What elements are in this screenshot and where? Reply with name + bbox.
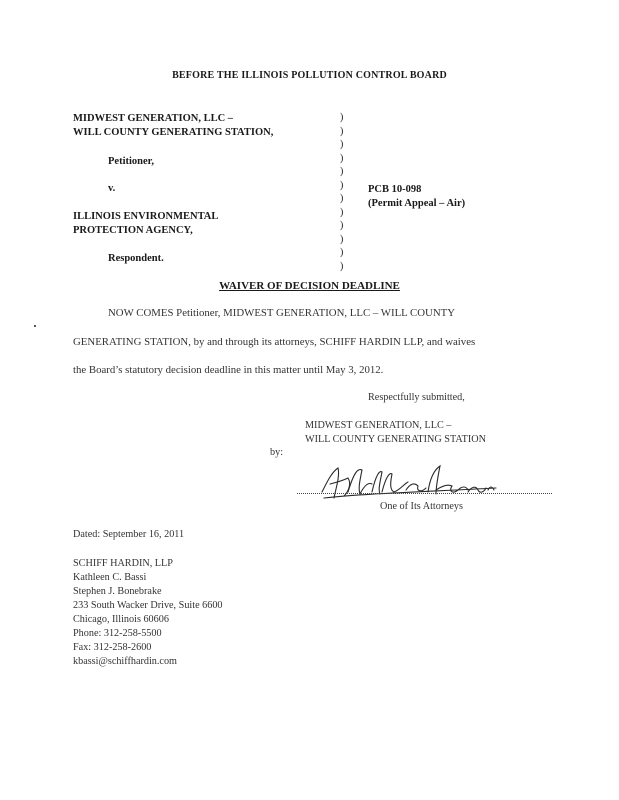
paren: ) bbox=[340, 247, 344, 258]
paren: ) bbox=[340, 179, 344, 191]
body-line-3: the Board’s statutory decision deadline in this matter until May 3, 2012. bbox=[73, 364, 384, 376]
document-title: WAIVER OF DECISION DEADLINE bbox=[219, 280, 400, 292]
paren: ) bbox=[340, 260, 344, 272]
versus-label: v. bbox=[108, 183, 116, 194]
signature-caption: One of Its Attorneys bbox=[380, 501, 463, 512]
attorney-name: Stephen J. Bonebrake bbox=[73, 586, 162, 597]
signature-line bbox=[297, 493, 552, 494]
paren: ) bbox=[340, 206, 344, 218]
respondent-role: Respondent. bbox=[108, 253, 164, 264]
dated-line: Dated: September 16, 2011 bbox=[73, 529, 185, 540]
firm-address-street: 233 South Wacker Drive, Suite 6600 bbox=[73, 600, 223, 611]
petitioner-line-1: MIDWEST GENERATION, LLC – bbox=[73, 113, 234, 124]
petitioner-role: Petitioner, bbox=[108, 156, 154, 167]
paren: ) bbox=[340, 166, 344, 177]
handwritten-signature bbox=[318, 462, 518, 504]
signing-party-line-2: WILL COUNTY GENERATING STATION bbox=[305, 434, 486, 445]
case-type: (Permit Appeal – Air) bbox=[368, 198, 466, 209]
paren: ) bbox=[340, 220, 344, 231]
paren: ) bbox=[340, 139, 344, 150]
signing-party-line-1: MIDWEST GENERATION, LLC – bbox=[305, 420, 452, 431]
signing-party bbox=[305, 419, 486, 447]
body-line-2: GENERATING STATION, by and through its attorneys, SCHIFF HARDIN LLP, and waives bbox=[73, 336, 476, 348]
paren: ) bbox=[340, 112, 344, 123]
respondent-line-2: PROTECTION AGENCY, bbox=[73, 225, 193, 236]
petitioner-line-2: WILL COUNTY GENERATING STATION, bbox=[73, 127, 274, 138]
paren: ) bbox=[340, 233, 344, 245]
firm-block bbox=[73, 557, 223, 669]
paren: ) bbox=[340, 125, 344, 137]
attorney-name: Kathleen C. Bassi bbox=[73, 572, 147, 583]
firm-email: kbassi@schiffhardin.com bbox=[73, 656, 177, 667]
respectfully-submitted: Respectfully submitted, bbox=[368, 392, 465, 403]
body-line-1: NOW COMES Petitioner, MIDWEST GENERATION, LLC – WILL COUNTY bbox=[108, 307, 456, 319]
firm-name: SCHIFF HARDIN, LLP bbox=[73, 558, 173, 569]
court-heading: BEFORE THE ILLINOIS POLLUTION CONTROL BOARD bbox=[172, 70, 447, 81]
caption-paren-column bbox=[340, 111, 343, 273]
case-number: PCB 10-098 bbox=[368, 184, 422, 195]
paren: ) bbox=[340, 152, 344, 164]
by-label: by: bbox=[270, 447, 284, 458]
paren: ) bbox=[340, 193, 344, 204]
stray-mark bbox=[34, 325, 36, 327]
respondent-line-1: ILLINOIS ENVIRONMENTAL bbox=[73, 211, 219, 222]
firm-address-city: Chicago, Illinois 60606 bbox=[73, 614, 169, 625]
petitioner-name bbox=[73, 112, 273, 140]
respondent-name bbox=[73, 210, 218, 238]
firm-phone: Phone: 312-258-5500 bbox=[73, 628, 162, 639]
firm-fax: Fax: 312-258-2600 bbox=[73, 642, 152, 653]
